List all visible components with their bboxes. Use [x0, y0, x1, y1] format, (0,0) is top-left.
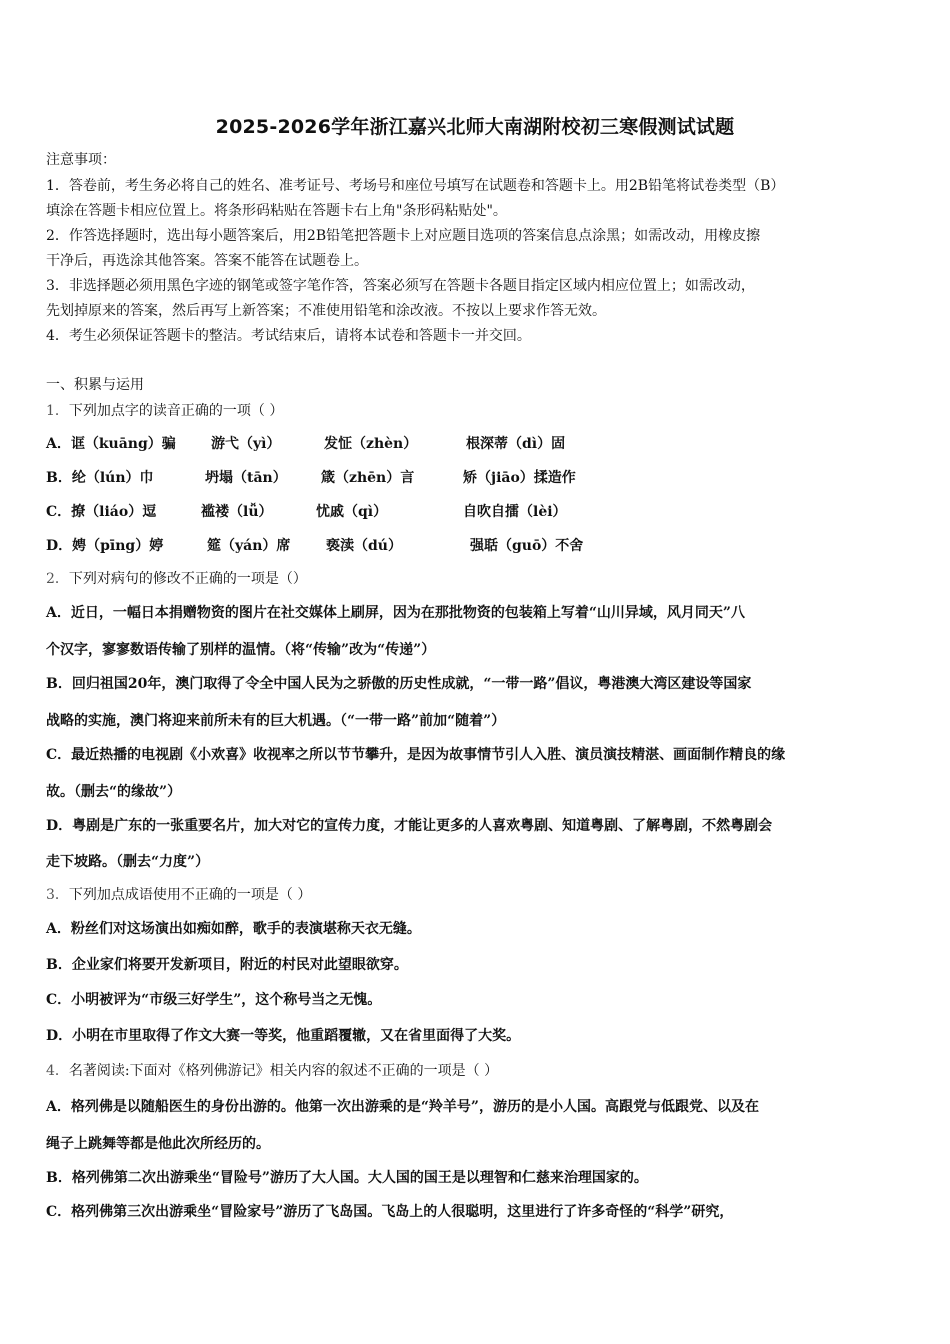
q1-option-a-word: 发怔（zhèn） — [324, 436, 418, 452]
q3-option-line: D．小明在市里取得了作文大赛一等奖，他重蹈覆辙，又在省里面得了大奖。 — [46, 1028, 521, 1044]
notice-line: 4．考生必须保证答题卡的整洁。考试结束后，请将本试卷和答题卡一并交回。 — [46, 328, 531, 344]
q1-option-b-word: 矫（jiāo）揉造作 — [463, 470, 576, 486]
q3-option-line: A．粉丝们对这场演出如痴如醉，歌手的表演堪称天衣无缝。 — [46, 921, 421, 937]
q1-option-c: C．撩（liáo）逗 — [46, 504, 157, 520]
q2-option-line: 战略的实施，澳门将迎来前所未有的巨大机遇。（“一带一路”前加“随着”） — [46, 713, 506, 729]
notice-line: 3．非选择题必须用黑色字迹的钢笔或签字笔作答，答案必须写在答题卡各题目指定区域内相应位置上；如需改动， — [46, 278, 755, 294]
q1-option-c-word: 自吹自擂（lèi） — [463, 504, 567, 520]
question-number: 2． — [46, 571, 69, 587]
q1-option-d-word: 亵渎（dú） — [326, 538, 402, 554]
q2-option-line: 故。（删去“的缘故”） — [46, 784, 182, 800]
notice-line: 先划掉原来的答案，然后再写上新答案；不准使用铅笔和涂改液。不按以上要求作答无效。 — [46, 303, 606, 319]
question-text: 下列对病句的修改不正确的一项是（） — [68, 571, 307, 587]
question-text: 下列加点成语使用不正确的一项是（ ） — [68, 887, 312, 903]
q3-option-line: B．企业家们将要开发新项目，附近的村民对此望眼欲穿。 — [46, 957, 408, 973]
q2-option-line: C．最近热播的电视剧《小欢喜》收视率之所以节节攀升，是因为故事情节引人入胜、演员演技精湛、画面制作精良的缘 — [46, 747, 786, 763]
question-number: 4． — [46, 1063, 69, 1079]
notice-heading: 注意事项： — [46, 152, 116, 168]
q4-option-line: C．格列佛第三次出游乘坐“冒险家号”游历了飞岛国。飞岛上的人很聪明，这里进行了许多奇怪的“科学”研究， — [46, 1204, 734, 1220]
page-title: 2025-2026学年浙江嘉兴北师大南湖附校初三寒假测试试题 — [215, 116, 735, 138]
q1-option-d-word: 强聒（guō）不舍 — [470, 538, 584, 554]
question-3-stem — [46, 885, 311, 905]
question-number: 1． — [46, 403, 69, 419]
q1-option-d: D．娉（pīng）婷 — [46, 538, 164, 554]
question-text: 名著阅读:下面对《格列佛游记》相关内容的叙述不正确的一项是（ ） — [68, 1063, 499, 1079]
q2-option-line: 个汉字，寥寥数语传输了别样的温情。（将“传输”改为“传递”） — [46, 642, 436, 658]
q1-option-a-word: 游弋（yì） — [211, 436, 281, 452]
notice-line: 1．答卷前，考生务必将自己的姓名、准考证号、考场号和座位号填写在试题卷和答题卡上。用2B铅笔将试卷类型（B） — [46, 178, 785, 194]
q4-option-line: A．格列佛是以随船医生的身份出游的。他第一次出游乘的是“羚羊号”，游历的是小人国。高跟党与低跟党、以及在 — [46, 1099, 759, 1115]
q2-option-line: A．近日，一幅日本捐赠物资的图片在社交媒体上刷屏，因为在那批物资的包装箱上写着“山川异域，风月同天”八 — [46, 605, 745, 621]
q2-option-line: D．粤剧是广东的一张重要名片，加大对它的宣传力度，才能让更多的人喜欢粤剧、知道粤剧、了解粤剧，不然粤剧会 — [46, 818, 773, 834]
question-number: 3． — [46, 887, 69, 903]
question-4-stem — [46, 1061, 498, 1081]
q2-option-line: B．回归祖国20年，澳门取得了令全中国人民为之骄傲的历史性成就，“一带一路”倡议，粤港澳大湾区建设等国家 — [46, 676, 752, 692]
q1-option-a-word: 根深蒂（dì）固 — [466, 436, 566, 452]
q4-option-line: B．格列佛第二次出游乘坐“冒险号”游历了大人国。大人国的国王是以理智和仁慈来治理国家的。 — [46, 1170, 648, 1186]
question-text: 下列加点字的读音正确的一项（ ） — [68, 403, 284, 419]
question-2-stem — [46, 569, 307, 589]
q2-option-line: 走下坡路。（删去“力度”） — [46, 854, 210, 870]
q3-option-line: C．小明被评为“市级三好学生”，这个称号当之无愧。 — [46, 992, 382, 1008]
q1-option-b: B．纶（lún）巾 — [46, 470, 154, 486]
question-1-stem — [46, 401, 283, 421]
q1-option-b-word: 箴（zhēn）言 — [321, 470, 415, 486]
notice-line: 干净后，再选涂其他答案。答案不能答在试题卷上。 — [46, 253, 368, 269]
q1-option-a: A．诓（kuāng）骗 — [46, 436, 176, 452]
q1-option-c-word: 忧戚（qì） — [316, 504, 388, 520]
q1-option-d-word: 筵（yán）席 — [207, 538, 291, 554]
q1-option-b-word: 坍塌（tān） — [205, 470, 287, 486]
q1-option-c-word: 褴褛（lǚ） — [201, 504, 273, 520]
notice-line: 填涂在答题卡相应位置上。将条形码粘贴在答题卡右上角"条形码粘贴处"。 — [46, 203, 507, 219]
notice-line: 2．作答选择题时，选出每小题答案后，用2B铅笔把答题卡上对应题目选项的答案信息点涂黑；如需改动，用橡皮擦 — [46, 228, 761, 244]
q4-option-line: 绳子上跳舞等都是他此次所经历的。 — [46, 1136, 270, 1152]
section-heading: 一、积累与运用 — [46, 377, 144, 393]
